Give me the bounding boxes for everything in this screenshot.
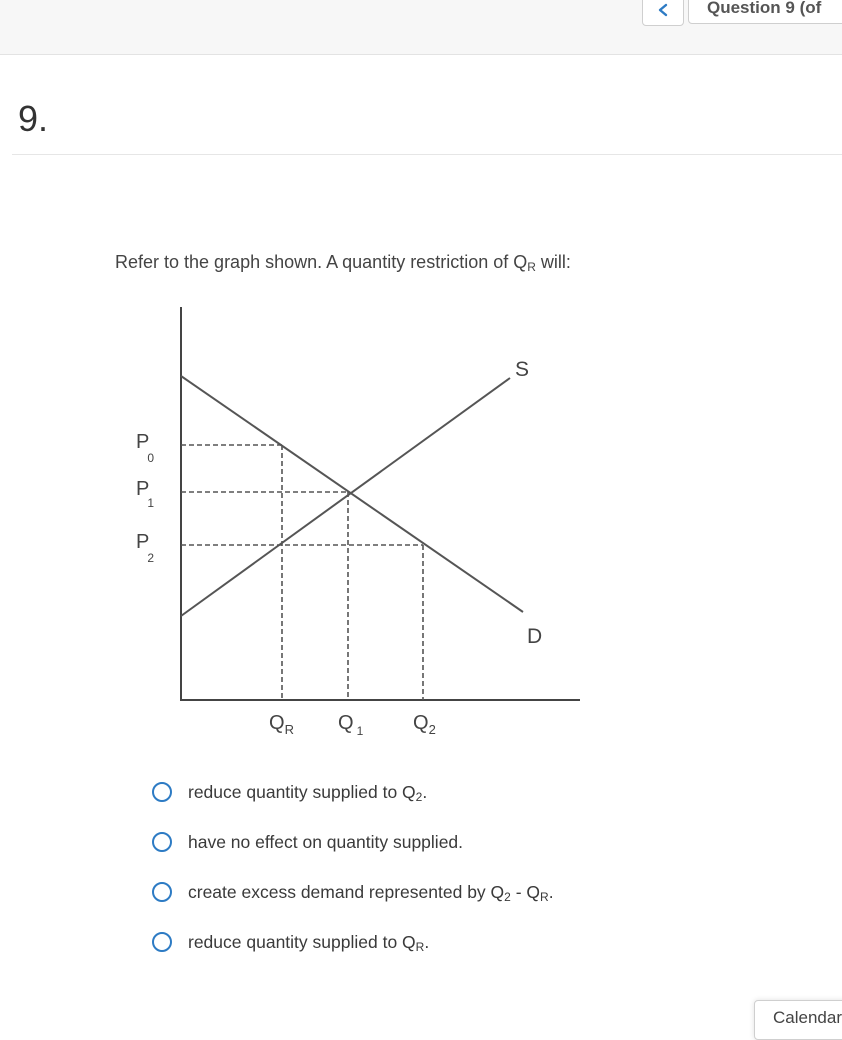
prompt-text: Refer to the graph shown. A quantity restriction of Q (115, 252, 528, 272)
price-label-p2: P 2 (136, 531, 155, 565)
question-navigator-label: Question 9 (of (707, 0, 822, 17)
quantity-label-qr: $Q_R$ (269, 712, 294, 737)
answer-option-2[interactable] (150, 824, 554, 860)
answer-option-text: reduce quantity supplied to $Q_R$. (188, 931, 430, 954)
demand-label: D (527, 625, 543, 648)
price-label-p0: P 0 (136, 431, 155, 465)
quantity-label-q2: $Q_2$ (413, 712, 436, 737)
answer-option-text: have no effect on quantity supplied. (188, 831, 464, 852)
answer-option-1[interactable] (150, 774, 554, 810)
answer-option-3[interactable] (150, 874, 554, 910)
calendar-button-label: Calendar (773, 1008, 842, 1027)
radio-button[interactable] (152, 932, 172, 952)
prompt-text-end: will: (535, 252, 571, 272)
question-number: 9. (18, 98, 49, 139)
prompt-subscript: R (527, 260, 536, 274)
answer-options (150, 774, 554, 960)
radio-button[interactable] (152, 782, 172, 802)
radio-button[interactable] (152, 882, 172, 902)
calendar-button[interactable] (754, 1000, 842, 1040)
supply-curve (181, 378, 510, 616)
radio-button[interactable] (152, 832, 172, 852)
supply-label: S (515, 358, 530, 381)
answer-option-text: create excess demand represented by $Q_2 - Q_R$. (188, 881, 554, 904)
answer-option-text: reduce quantity supplied to $Q_2$. (188, 781, 428, 804)
demand-curve (181, 376, 523, 612)
price-label-p1: P 1 (136, 478, 155, 510)
answer-option-4[interactable] (150, 924, 554, 960)
quantity-label-q1: Q $_1$ (338, 712, 364, 738)
